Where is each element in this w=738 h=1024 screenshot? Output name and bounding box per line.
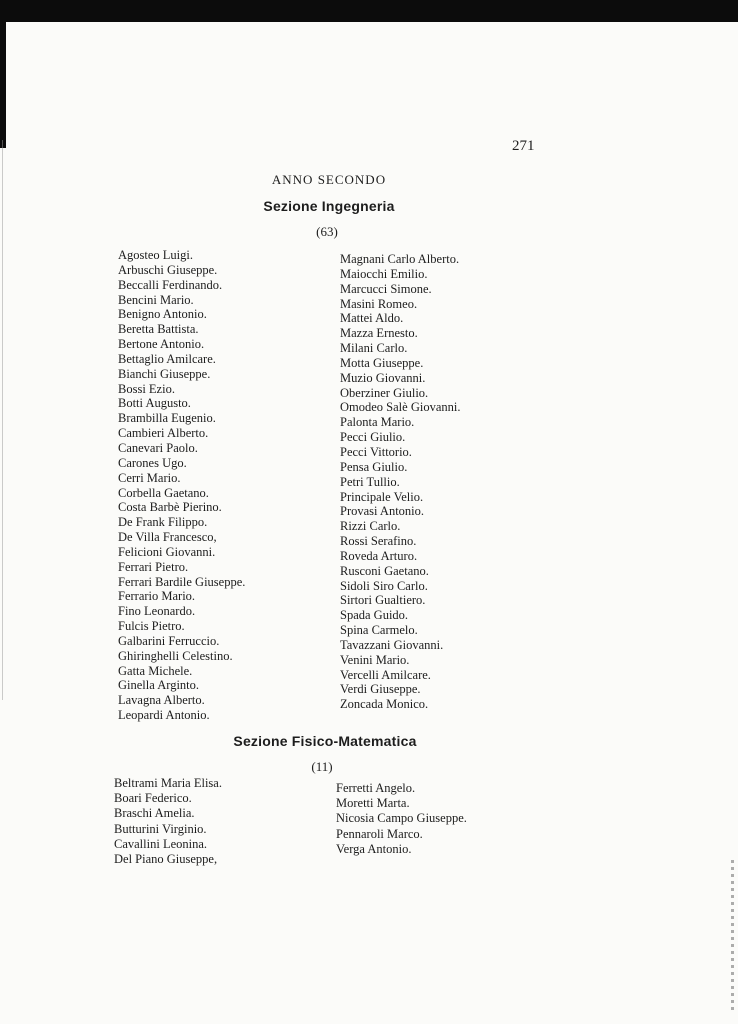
student-name: Venini Mario.	[340, 652, 410, 667]
student-name: Spada Guido.	[340, 608, 409, 623]
student-name: Corbella Gaetano.	[118, 485, 209, 500]
student-name: Sirtori Gualtiero.	[340, 593, 426, 608]
student-name: Bossi Ezio.	[118, 381, 175, 396]
section-title-text: Sezione Ingegneria	[263, 198, 395, 214]
student-name: Canevari Paolo.	[118, 440, 198, 455]
ingegneria-right-column	[340, 252, 460, 712]
section-count-text: (11)	[311, 759, 333, 774]
student-name: Ferretti Angelo.	[336, 781, 416, 795]
student-name: Nicosia Campo Giuseppe.	[336, 811, 467, 826]
year-title	[0, 172, 738, 188]
student-name: Pennaroli Marco.	[336, 826, 423, 841]
section-title-ingegneria	[0, 198, 738, 214]
student-name: Galbarini Ferruccio.	[118, 633, 220, 648]
section-count-ingegneria	[0, 224, 738, 240]
scan-left-border	[0, 18, 6, 148]
student-name: Masini Romeo.	[340, 296, 418, 311]
student-name: Braschi Amelia.	[114, 806, 195, 821]
fisico-matematica-left-column	[114, 776, 222, 867]
student-name: Beretta Battista.	[118, 322, 199, 337]
student-name: Marcucci Simone.	[340, 281, 432, 296]
student-name: Cavallini Leonina.	[114, 836, 208, 851]
student-name: Beltrami Maria Elisa.	[114, 776, 222, 790]
section-title-fisico-matematica	[0, 733, 738, 749]
student-name: Gatta Michele.	[118, 663, 193, 678]
student-name: Rusconi Gaetano.	[340, 563, 429, 578]
student-name: Sidoli Siro Carlo.	[340, 578, 428, 593]
student-name: Fulcis Pietro.	[118, 619, 185, 634]
student-name: Botti Augusto.	[118, 396, 191, 411]
student-name: Agosteo Luigi.	[118, 248, 193, 262]
student-name: Motta Giuseppe.	[340, 355, 424, 370]
student-name: Provasi Antonio.	[340, 504, 425, 519]
student-name: Fino Leonardo.	[118, 604, 196, 619]
student-name: Magnani Carlo Alberto.	[340, 252, 460, 266]
student-name: Oberziner Giulio.	[340, 385, 429, 400]
page-number: 271	[512, 138, 535, 154]
section-title-text: Sezione Fisico-Matematica	[233, 733, 417, 749]
student-name: Mazza Ernesto.	[340, 326, 418, 341]
section-count-text: (63)	[316, 224, 338, 239]
student-name: Ferrari Pietro.	[118, 559, 189, 574]
student-name: Moretti Marta.	[336, 796, 410, 811]
student-name: Principale Velio.	[340, 489, 424, 504]
student-name: Petri Tullio.	[340, 474, 400, 489]
student-name: Ferrari Bardile Giuseppe.	[118, 574, 246, 589]
student-name: Cambieri Alberto.	[118, 426, 209, 441]
fisico-matematica-right-column	[336, 781, 467, 857]
year-title-text: ANNO SECONDO	[271, 172, 387, 187]
student-name: Tavazzani Giovanni.	[340, 637, 444, 652]
student-name: Spina Carmelo.	[340, 623, 418, 638]
student-name: Maiocchi Emilio.	[340, 266, 428, 281]
student-name: Pensa Giulio.	[340, 459, 408, 474]
student-name: Mattei Aldo.	[340, 311, 404, 326]
student-name: Lavagna Alberto.	[118, 693, 205, 708]
ingegneria-left-column	[118, 248, 245, 723]
student-name: Zoncada Monico.	[340, 697, 429, 712]
student-name: Brambilla Eugenio.	[118, 411, 216, 426]
student-name: Pecci Giulio.	[340, 430, 406, 445]
student-name: Arbuschi Giuseppe.	[118, 262, 218, 277]
student-name: Verga Antonio.	[336, 841, 412, 856]
student-name: Cerri Mario.	[118, 470, 181, 485]
student-name: Boari Federico.	[114, 791, 192, 806]
scan-top-border	[0, 0, 738, 22]
student-name: Ferrario Mario.	[118, 589, 196, 604]
student-name: Pecci Vittorio.	[340, 444, 412, 459]
student-name: Verdi Giuseppe.	[340, 682, 421, 697]
student-name: Palonta Mario.	[340, 415, 415, 430]
student-name: Butturini Virginio.	[114, 821, 207, 836]
student-name: De Villa Francesco,	[118, 530, 217, 545]
student-name: Ghiringhelli Celestino.	[118, 648, 233, 663]
student-name: Roveda Arturo.	[340, 548, 418, 563]
student-name: Beccalli Ferdinando.	[118, 277, 223, 292]
student-name: Rizzi Carlo.	[340, 519, 401, 534]
student-name: Bettaglio Amilcare.	[118, 351, 216, 366]
student-name: Bertone Antonio.	[118, 337, 205, 352]
student-name: De Frank Filippo.	[118, 515, 208, 530]
section-count-fisico-matematica	[0, 759, 738, 775]
student-name: Rossi Serafino.	[340, 534, 417, 549]
student-name: Milani Carlo.	[340, 341, 408, 356]
student-name: Carones Ugo.	[118, 455, 187, 470]
student-name: Bencini Mario.	[118, 292, 194, 307]
student-name: Ginella Arginto.	[118, 678, 200, 693]
student-name: Vercelli Amilcare.	[340, 667, 431, 682]
student-name: Del Piano Giuseppe,	[114, 851, 218, 866]
scan-right-edge	[731, 860, 734, 1010]
student-name: Omodeo Salè Giovanni.	[340, 400, 461, 415]
student-name: Benigno Antonio.	[118, 307, 207, 322]
student-name: Costa Barbè Pierino.	[118, 500, 222, 515]
student-name: Felicioni Giovanni.	[118, 544, 216, 559]
student-name: Muzio Giovanni.	[340, 370, 426, 385]
student-name: Leopardi Antonio.	[118, 708, 210, 723]
student-name: Bianchi Giuseppe.	[118, 366, 211, 381]
